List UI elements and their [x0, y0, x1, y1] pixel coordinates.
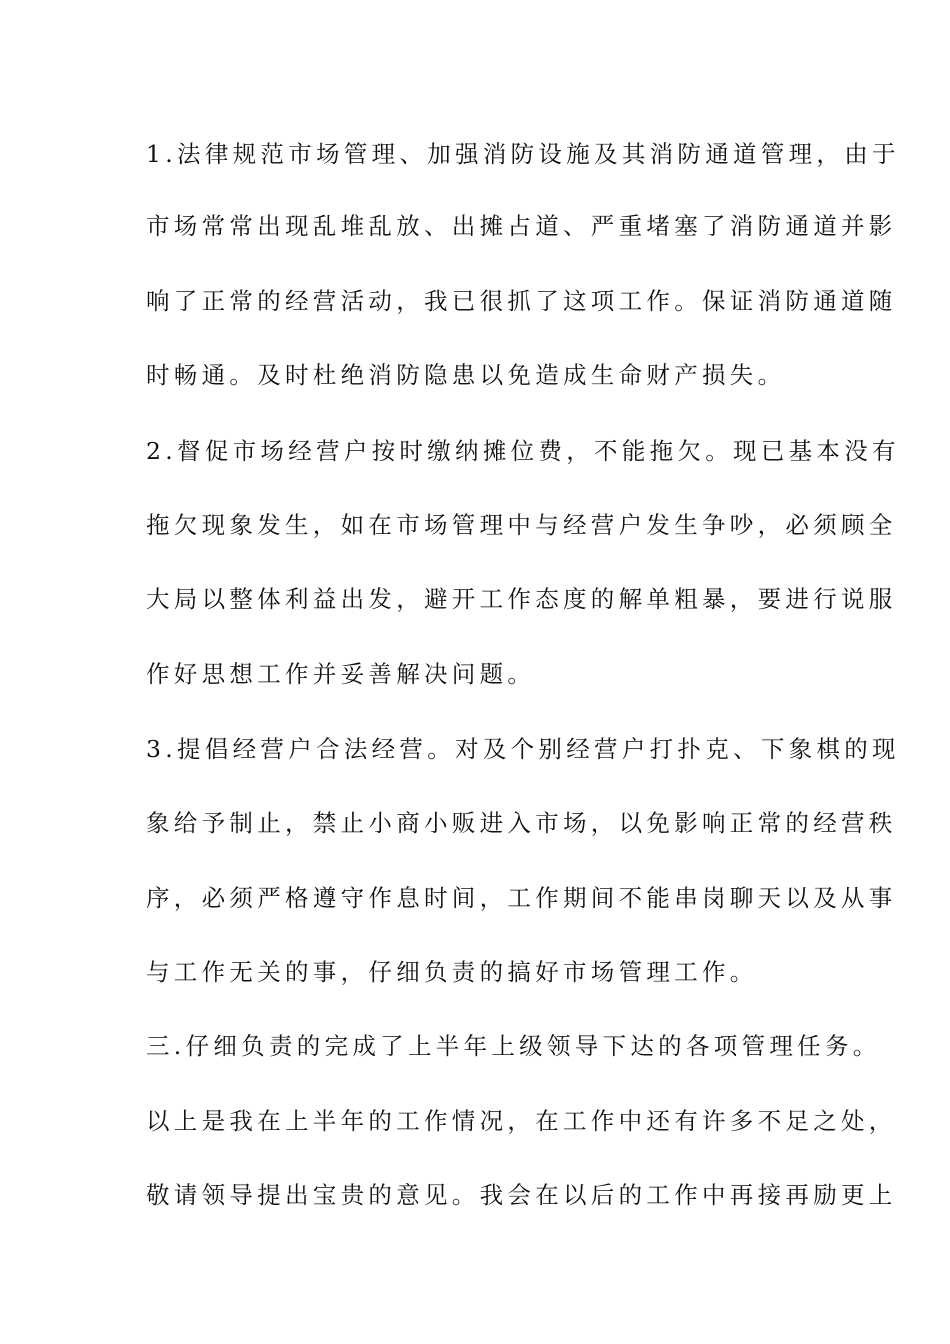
text-line-14: 以上是我在上半年的工作情况，在工作中还有许多不足之处， — [146, 1107, 897, 1135]
text-line-13: 三.仔细负责的完成了上半年上级领导下达的各项管理任务。 — [146, 1032, 881, 1060]
text-line-1: 1.法律规范市场管理、加强消防设施及其消防通道管理，由于 — [146, 140, 900, 168]
text-line-12: 与工作无关的事，仔细负责的搞好市场管理工作。 — [146, 958, 758, 986]
text-line-5: 2.督促市场经营户按时缴纳摊位费，不能拖欠。现已基本没有 — [146, 437, 900, 465]
text-line-11: 序，必须严格遵守作息时间，工作期间不能串岗聊天以及从事 — [146, 884, 897, 912]
text-line-9: 3.提倡经营户合法经营。对及个别经营户打扑克、下象棋的现 — [146, 735, 900, 763]
text-line-7: 大局以整体利益出发，避开工作态度的解单粗暴，要进行说服 — [146, 585, 897, 613]
text-line-8: 作好思想工作并妥善解决问题。 — [146, 660, 536, 688]
text-line-10: 象给予制止，禁止小商小贩进入市场，以免影响正常的经营秩 — [146, 809, 897, 837]
text-line-15: 敬请领导提出宝贵的意见。我会在以后的工作中再接再励更上 — [146, 1181, 897, 1209]
text-line-6: 拖欠现象发生，如在市场管理中与经营户发生争吵，必须顾全 — [146, 511, 897, 539]
text-line-2: 市场常常出现乱堆乱放、出摊占道、严重堵塞了消防通道并影 — [146, 212, 897, 240]
text-line-4: 时畅通。及时杜绝消防隐患以免造成生命财产损失。 — [146, 361, 786, 389]
text-line-3: 响了正常的经营活动，我已很抓了这项工作。保证消防通道随 — [146, 287, 897, 315]
